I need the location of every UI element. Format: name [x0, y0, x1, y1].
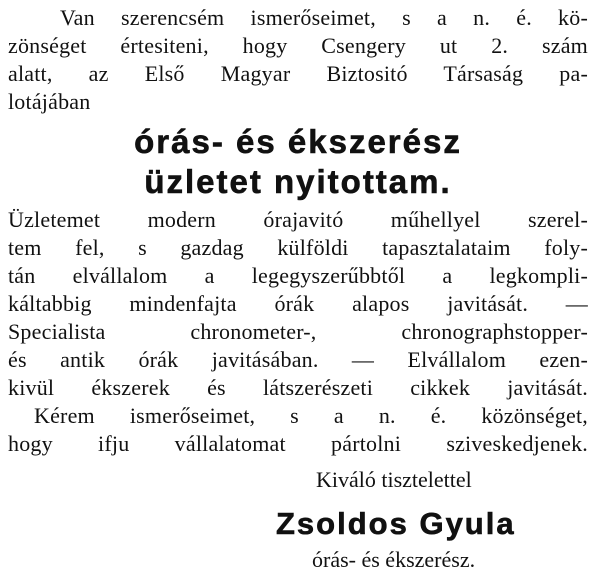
signature-profession: órás- és ékszerész.: [312, 547, 476, 572]
headline-line-1: órás- és ékszerész: [134, 123, 462, 160]
intro-line: Van szerencsém ismerőseimet, s a n. é. kö-: [60, 5, 588, 30]
body-line: kivül ékszerek és látszerészeti cikkek javitását.: [8, 375, 588, 400]
body-line: hogy ifju vállalatomat pártolni sziveskedjenek.: [8, 431, 588, 456]
body-line: tem fel, s gazdag külföldi tapasztalataim foly-: [8, 235, 588, 260]
body-line: káltabbig mindenfajta órák alapos javitását. —: [8, 291, 588, 316]
body-paragraph: [8, 206, 588, 458]
intro-paragraph: [8, 4, 588, 116]
body-line: Üzletemet modern órajavitó műhellyel szerel-: [8, 207, 588, 232]
closing-greeting: Kiváló tisztelettel: [316, 467, 472, 492]
intro-line: lotájában: [8, 89, 91, 114]
body-line: Specialista chronometer-, chronographstopper-: [8, 319, 588, 344]
signature-name: Zsoldos Gyula: [276, 506, 516, 541]
body-line: tán elvállalom a legegyszerűbbtől a legkompli-: [8, 263, 588, 288]
headline-line-2: üzletet nyitottam.: [144, 163, 452, 200]
intro-line: alatt, az Első Magyar Biztositó Társaság pa-: [8, 61, 588, 86]
advertisement: [8, 4, 588, 574]
intro-line: zönséget értesiteni, hogy Csengery ut 2. szám: [8, 33, 588, 58]
body-line: Kérem ismerőseimet, s a n. é. közönséget,: [34, 403, 588, 428]
body-line: és antik órák javitásában. — Elvállalom ezen-: [8, 347, 588, 372]
